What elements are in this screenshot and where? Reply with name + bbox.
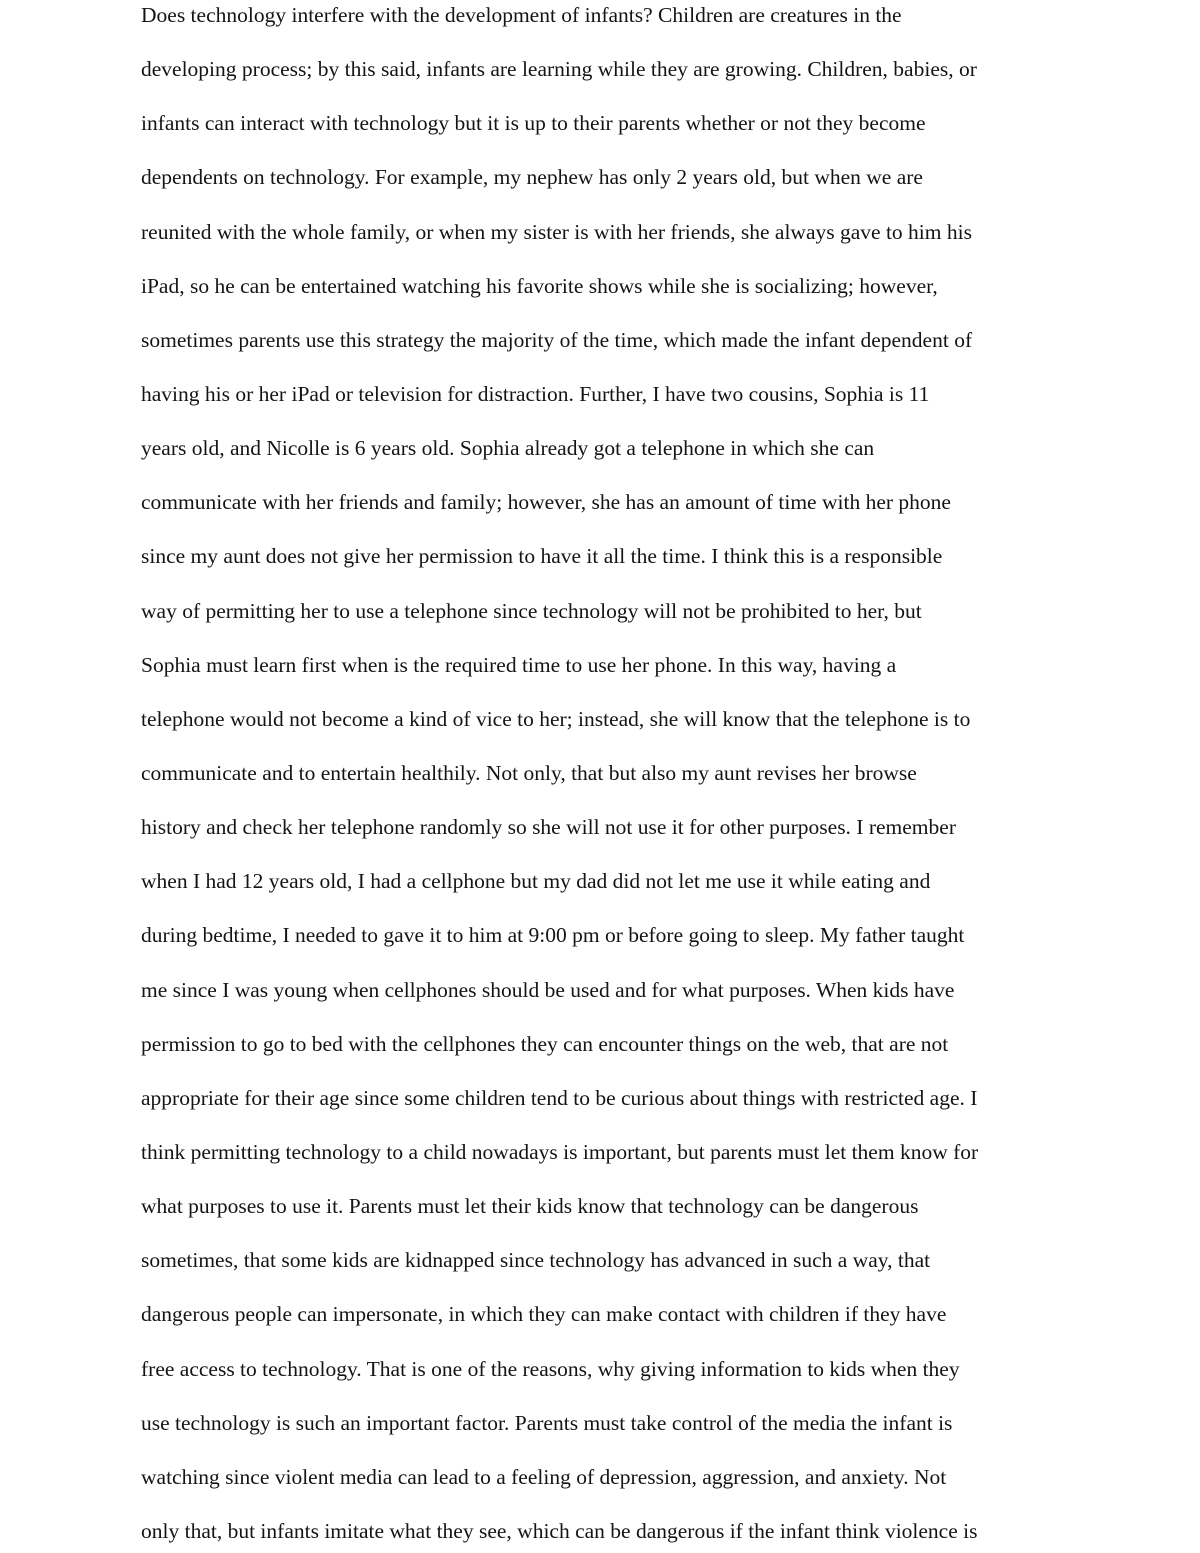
text-line: having his or her iPad or television for distraction. Further, I have two cousins, Sophia is 11 — [141, 381, 930, 406]
text-line: what purposes to use it. Parents must let their kids know that technology can be dangerous — [141, 1194, 919, 1219]
text-line: only that, but infants imitate what they see, which can be dangerous if the infant think violence is — [141, 1518, 978, 1543]
text-line: think permitting technology to a child nowadays is important, but parents must let them know for — [141, 1139, 979, 1164]
text-line: sometimes, that some kids are kidnapped since technology has advanced in such a way, that — [141, 1248, 931, 1273]
text-line: iPad, so he can be entertained watching his favorite shows while she is socializing; however, — [141, 273, 938, 298]
text-line: use technology is such an important factor. Parents must take control of the media the infant is — [141, 1410, 953, 1435]
text-line: sometimes parents use this strategy the majority of the time, which made the infant dependent of — [141, 327, 973, 352]
text-line: developing process; by this said, infants are learning while they are growing. Children, babies, or — [141, 57, 977, 82]
text-line: when I had 12 years old, I had a cellphone but my dad did not let me use it while eating and — [141, 869, 931, 894]
text-line: communicate with her friends and family; however, she has an amount of time with her phone — [141, 490, 951, 515]
text-line: dangerous people can impersonate, in which they can make contact with children if they have — [141, 1302, 947, 1327]
text-line: telephone would not become a kind of vice to her; instead, she will know that the telephone is to — [141, 706, 971, 731]
text-line: permission to go to bed with the cellphones they can encounter things on the web, that are not — [141, 1031, 949, 1056]
text-line: me since I was young when cellphones should be used and for what purposes. When kids have — [141, 977, 955, 1002]
text-line: free access to technology. That is one of the reasons, why giving information to kids when they — [141, 1356, 960, 1381]
text-line: Does technology interfere with the development of infants? Children are creatures in the — [141, 3, 902, 27]
essay-body — [141, 0, 1071, 1553]
text-line: watching since violent media can lead to a feeling of depression, aggression, and anxiety. Not — [141, 1464, 947, 1489]
text-line: infants can interact with technology but it is up to their parents whether or not they become — [141, 111, 926, 136]
text-line: communicate and to entertain healthily. Not only, that but also my aunt revises her browse — [141, 760, 917, 785]
text-line: reunited with the whole family, or when my sister is with her friends, she always gave to him his — [141, 219, 972, 244]
text-line: dependents on technology. For example, my nephew has only 2 years old, but when we are — [141, 165, 923, 190]
text-line: Sophia must learn first when is the required time to use her phone. In this way, having a — [141, 652, 897, 677]
text-line: since my aunt does not give her permission to have it all the time. I think this is a responsible — [141, 544, 943, 569]
text-line: appropriate for their age since some children tend to be curious about things with restricted age. I — [141, 1085, 978, 1110]
text-line: years old, and Nicolle is 6 years old. Sophia already got a telephone in which she can — [141, 436, 875, 461]
text-line: way of permitting her to use a telephone since technology will not be prohibited to her, but — [141, 598, 922, 623]
text-line: during bedtime, I needed to gave it to him at 9:00 pm or before going to sleep. My father taught — [141, 923, 965, 948]
text-line: history and check her telephone randomly so she will not use it for other purposes. I remember — [141, 815, 956, 840]
